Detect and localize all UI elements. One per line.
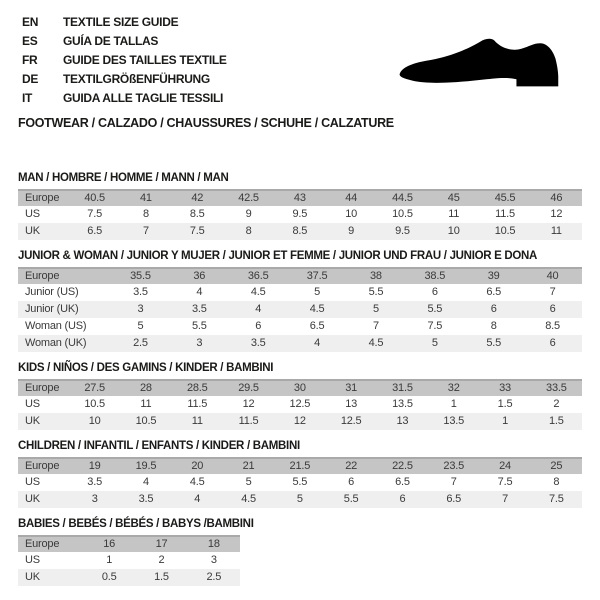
size-cell: 0.5 (83, 569, 135, 586)
size-cell: 1.5 (531, 413, 582, 430)
size-cell: 6.5 (288, 318, 347, 335)
language-code: FR (22, 52, 38, 67)
size-cell: 8 (223, 223, 274, 240)
size-cell: 19.5 (120, 458, 171, 474)
size-cell: 16 (83, 536, 135, 552)
size-cell: 22 (325, 458, 376, 474)
section-junior-woman (18, 250, 582, 352)
size-cell: 40.5 (69, 190, 120, 206)
size-cell: 6 (405, 284, 464, 301)
size-cell: 6.5 (377, 474, 428, 491)
size-cell: 13 (377, 413, 428, 430)
section-man (18, 172, 582, 240)
size-cell: 12 (223, 396, 274, 413)
size-cell: 6.5 (464, 284, 523, 301)
table-row (18, 301, 582, 318)
size-cell: 18 (188, 536, 240, 552)
size-cell: 33 (479, 380, 530, 396)
size-cell: 1.5 (479, 396, 530, 413)
size-cell: 5.5 (274, 474, 325, 491)
size-cell: 21 (223, 458, 274, 474)
size-cell: 3.5 (69, 474, 120, 491)
size-cell: 31.5 (377, 380, 428, 396)
size-cell: 36 (170, 268, 229, 284)
size-cell: 11.5 (223, 413, 274, 430)
language-title: TEXTILGRÖßENFÜHRUNG (63, 71, 210, 86)
size-cell: 12.5 (274, 396, 325, 413)
table-row (18, 318, 582, 335)
size-cell: 7.5 (479, 474, 530, 491)
size-cell: 7 (347, 318, 406, 335)
size-cell: 5 (288, 284, 347, 301)
table-row (18, 491, 582, 508)
section-title-junior-woman: JUNIOR & WOMAN / JUNIOR Y MUJER / JUNIOR ET FEMME / JUNIOR UND FRAU / JUNIOR E DONA (18, 250, 538, 262)
size-cell: 3.5 (111, 284, 170, 301)
size-cell: 9 (325, 223, 376, 240)
size-cell: 5 (274, 491, 325, 508)
row-label: US (18, 474, 69, 491)
table-row (18, 268, 582, 284)
size-cell: 10.5 (120, 413, 171, 430)
size-cell: 32 (428, 380, 479, 396)
section-title-babies: BABIES / BEBÉS / BÉBÉS / BABYS /BAMBINI (18, 518, 254, 530)
size-cell: 2 (135, 552, 187, 569)
size-cell: 4.5 (172, 474, 223, 491)
size-cell: 5.5 (325, 491, 376, 508)
size-cell: 29.5 (223, 380, 274, 396)
size-cell: 44 (325, 190, 376, 206)
size-cell: 7 (479, 491, 530, 508)
size-cell: 41 (120, 190, 171, 206)
size-cell: 13.5 (428, 413, 479, 430)
size-cell: 37.5 (288, 268, 347, 284)
size-cell: 5 (111, 318, 170, 335)
table-row (18, 335, 582, 352)
language-code: EN (22, 14, 39, 29)
size-cell: 11.5 (479, 206, 530, 223)
section-title-kids: KIDS / NIÑOS / DES GAMINS / KINDER / BAMBINI (18, 362, 274, 374)
size-cell: 27.5 (69, 380, 120, 396)
row-label: Europe (18, 536, 83, 552)
size-cell: 38 (347, 268, 406, 284)
size-cell: 3 (111, 301, 170, 318)
size-cell: 9 (223, 206, 274, 223)
size-cell: 4 (120, 474, 171, 491)
row-label: Europe (18, 268, 111, 284)
size-cell: 5.5 (170, 318, 229, 335)
size-cell: 21.5 (274, 458, 325, 474)
size-cell: 24 (479, 458, 530, 474)
size-cell: 3 (188, 552, 240, 569)
language-code: ES (22, 33, 38, 48)
size-cell: 5.5 (405, 301, 464, 318)
size-table-man (18, 189, 582, 240)
size-table-junior-woman (18, 267, 582, 352)
size-cell: 12 (274, 413, 325, 430)
language-title: GUIDA ALLE TAGLIE TESSILI (63, 90, 224, 105)
size-table-kids (18, 379, 582, 430)
section-children (18, 440, 582, 508)
section-title-man: MAN / HOMBRE / HOMME / MANN / MAN (18, 172, 229, 184)
size-cell: 7.5 (531, 491, 582, 508)
size-cell: 12.5 (325, 413, 376, 430)
table-row (18, 474, 582, 491)
size-cell: 4 (229, 301, 288, 318)
language-code: IT (22, 90, 33, 105)
size-cell: 4 (172, 491, 223, 508)
size-cell: 5.5 (464, 335, 523, 352)
table-row (18, 536, 240, 552)
table-row (18, 190, 582, 206)
size-cell: 7.5 (69, 206, 120, 223)
size-cell: 11 (531, 223, 582, 240)
row-label: Junior (UK) (18, 301, 111, 318)
size-cell: 7 (120, 223, 171, 240)
size-cell: 4 (288, 335, 347, 352)
size-cell: 1 (83, 552, 135, 569)
row-label: Junior (US) (18, 284, 111, 301)
size-cell: 10 (325, 206, 376, 223)
size-cell: 6.5 (69, 223, 120, 240)
size-cell: 1 (428, 396, 479, 413)
size-cell: 10 (69, 413, 120, 430)
size-cell: 7 (428, 474, 479, 491)
size-cell: 6 (229, 318, 288, 335)
table-row (18, 458, 582, 474)
size-cell: 8.5 (172, 206, 223, 223)
size-cell: 46 (531, 190, 582, 206)
size-cell: 38.5 (405, 268, 464, 284)
size-cell: 11 (172, 413, 223, 430)
size-cell: 20 (172, 458, 223, 474)
row-label: US (18, 396, 69, 413)
size-cell: 13.5 (377, 396, 428, 413)
size-cell: 25 (531, 458, 582, 474)
size-cell: 33.5 (531, 380, 582, 396)
size-cell: 3 (170, 335, 229, 352)
row-label: Europe (18, 380, 69, 396)
size-cell: 11.5 (172, 396, 223, 413)
size-cell: 43 (274, 190, 325, 206)
category-title: FOOTWEAR / CALZADO / CHAUSSURES / SCHUHE / CALZATURE (18, 116, 394, 130)
size-cell: 22.5 (377, 458, 428, 474)
size-cell: 4.5 (229, 284, 288, 301)
table-row (18, 569, 240, 586)
size-cell: 6 (464, 301, 523, 318)
size-cell: 10 (428, 223, 479, 240)
size-cell: 8.5 (274, 223, 325, 240)
size-cell: 36.5 (229, 268, 288, 284)
size-cell: 6 (523, 335, 582, 352)
size-cell: 3 (69, 491, 120, 508)
size-cell: 19 (69, 458, 120, 474)
language-title: GUÍA DE TALLAS (63, 33, 159, 48)
size-cell: 7.5 (172, 223, 223, 240)
size-cell: 42.5 (223, 190, 274, 206)
size-cell: 30 (274, 380, 325, 396)
row-label: UK (18, 413, 69, 430)
section-kids (18, 362, 582, 430)
table-row (18, 206, 582, 223)
size-cell: 2.5 (111, 335, 170, 352)
row-label: US (18, 552, 83, 569)
size-table-children (18, 457, 582, 508)
size-cell: 5 (347, 301, 406, 318)
size-cell: 1.5 (135, 569, 187, 586)
table-row (18, 552, 240, 569)
size-cell: 44.5 (377, 190, 428, 206)
row-label: UK (18, 223, 69, 240)
language-code: DE (22, 71, 39, 86)
size-cell: 4.5 (347, 335, 406, 352)
size-cell: 7 (523, 284, 582, 301)
size-cell: 10.5 (377, 206, 428, 223)
size-cell: 3.5 (229, 335, 288, 352)
size-cell: 8.5 (523, 318, 582, 335)
size-cell: 8 (464, 318, 523, 335)
size-cell: 45 (428, 190, 479, 206)
size-cell: 9.5 (274, 206, 325, 223)
size-cell: 6 (377, 491, 428, 508)
row-label: Europe (18, 458, 69, 474)
table-row (18, 380, 582, 396)
table-row (18, 284, 582, 301)
size-cell: 39 (464, 268, 523, 284)
size-cell: 12 (531, 206, 582, 223)
size-cell: 4.5 (223, 491, 274, 508)
size-cell: 40 (523, 268, 582, 284)
size-cell: 35.5 (111, 268, 170, 284)
size-cell: 42 (172, 190, 223, 206)
table-row (18, 223, 582, 240)
size-cell: 9.5 (377, 223, 428, 240)
row-label: US (18, 206, 69, 223)
size-cell: 31 (325, 380, 376, 396)
size-cell: 2 (531, 396, 582, 413)
row-label: Europe (18, 190, 69, 206)
size-cell: 8 (531, 474, 582, 491)
size-cell: 5 (223, 474, 274, 491)
size-cell: 8 (120, 206, 171, 223)
size-cell: 5 (405, 335, 464, 352)
section-babies (18, 518, 582, 586)
language-title: GUIDE DES TAILLES TEXTILE (63, 52, 227, 67)
size-table-babies (18, 535, 240, 586)
size-cell: 3.5 (120, 491, 171, 508)
size-cell: 3.5 (170, 301, 229, 318)
size-cell: 10.5 (69, 396, 120, 413)
row-label: Woman (UK) (18, 335, 111, 352)
size-cell: 11 (120, 396, 171, 413)
size-cell: 17 (135, 536, 187, 552)
size-cell: 28.5 (172, 380, 223, 396)
dress-shoe-icon (392, 28, 582, 108)
size-cell: 2.5 (188, 569, 240, 586)
size-cell: 23.5 (428, 458, 479, 474)
size-cell: 1 (479, 413, 530, 430)
size-cell: 4.5 (288, 301, 347, 318)
size-cell: 11 (428, 206, 479, 223)
table-row (18, 413, 582, 430)
language-title: TEXTILE SIZE GUIDE (63, 14, 179, 29)
row-label: UK (18, 569, 83, 586)
size-cell: 7.5 (405, 318, 464, 335)
row-label: UK (18, 491, 69, 508)
row-label: Woman (US) (18, 318, 111, 335)
size-cell: 5.5 (347, 284, 406, 301)
section-title-children: CHILDREN / INFANTIL / ENFANTS / KINDER / BAMBINI (18, 440, 300, 452)
size-cell: 6.5 (428, 491, 479, 508)
size-cell: 4 (170, 284, 229, 301)
table-row (18, 396, 582, 413)
size-cell: 45.5 (479, 190, 530, 206)
size-cell: 13 (325, 396, 376, 413)
size-cell: 6 (523, 301, 582, 318)
size-cell: 10.5 (479, 223, 530, 240)
size-cell: 28 (120, 380, 171, 396)
size-cell: 6 (325, 474, 376, 491)
